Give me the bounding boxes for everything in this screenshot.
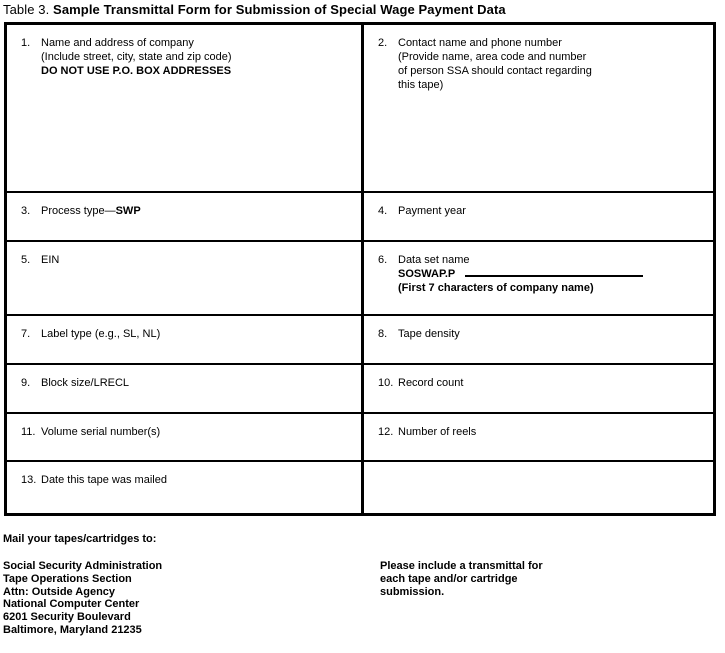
form-row-4: [7, 314, 713, 363]
form-cell-3: [7, 193, 361, 240]
cell-number: 9.: [21, 377, 31, 389]
transmittal-form-table: [4, 22, 716, 516]
form-row-7: [7, 460, 713, 513]
cell-label: Contact name and phone number: [398, 37, 562, 49]
note-line: each tape and/or cartridge: [380, 572, 518, 585]
table-title: [3, 2, 506, 17]
mailing-address: [3, 560, 162, 637]
address-line: Social Security Administration: [3, 560, 163, 572]
form-cell-7: [7, 316, 361, 363]
cell-number: 6.: [378, 254, 388, 266]
cell-number: 4.: [378, 205, 388, 217]
cell-sublabel: of person SSA should contact regarding: [398, 65, 592, 77]
cell-number: 10.: [378, 377, 394, 389]
form-cell-empty: [361, 462, 713, 513]
cell-number: 3.: [21, 205, 31, 217]
cell-sublabel: (Provide name, area code and number: [398, 51, 587, 63]
cell-label: Record count: [398, 377, 464, 389]
cell-number: 12.: [378, 426, 394, 438]
cell-label: Process type—: [41, 205, 116, 217]
cell-label-bold: SWP: [115, 205, 141, 217]
cell-label: Number of reels: [398, 426, 477, 438]
form-cell-8: [361, 316, 713, 363]
cell-label: Date this tape was mailed: [41, 474, 167, 486]
address-line: National Computer Center: [3, 598, 140, 611]
cell-number: 11.: [21, 426, 36, 438]
cell-label: Data set name: [398, 254, 470, 266]
cell-label: EIN: [41, 254, 60, 266]
cell-number: 5.: [21, 254, 31, 266]
form-cell-2: [361, 25, 713, 191]
mailing-instructions-heading: Mail your tapes/cartridges to:: [3, 533, 157, 545]
cell-caption: (First 7 characters of company name): [398, 282, 594, 294]
blank-fill-line: [465, 267, 643, 277]
form-row-5: [7, 363, 713, 412]
cell-number: 13.: [21, 474, 37, 486]
address-line: Attn: Outside Agency: [3, 585, 116, 598]
cell-warning: DO NOT USE P.O. BOX ADDRESSES: [41, 65, 232, 77]
note-line: submission.: [380, 585, 445, 598]
cell-label: Tape density: [398, 328, 460, 340]
cell-number: 1.: [21, 37, 31, 49]
form-row-3: [7, 240, 713, 314]
form-cell-1: [7, 25, 361, 191]
table-title-main: Sample Transmittal Form for Submission of Special Wage Payment Data: [53, 2, 506, 17]
cell-label: Name and address of company: [41, 37, 194, 49]
address-line: Baltimore, Maryland 21235: [3, 623, 142, 636]
cell-number: 8.: [378, 328, 388, 340]
cell-label: Volume serial number(s): [41, 426, 161, 438]
form-cell-5: [7, 242, 361, 314]
form-row-6: [7, 412, 713, 460]
cell-label: Payment year: [398, 205, 466, 217]
note-line: Please include a transmittal for: [380, 560, 543, 572]
table-title-prefix: Table 3.: [3, 2, 54, 17]
form-row-2: [7, 191, 713, 240]
form-row-1: [7, 25, 713, 191]
transmittal-note: [380, 560, 543, 598]
address-line: Tape Operations Section: [3, 572, 132, 585]
cell-number: 7.: [21, 328, 31, 340]
dataset-name: SOSWAP.P: [398, 268, 456, 280]
form-cell-9: [7, 365, 361, 412]
form-cell-11: [7, 414, 361, 460]
cell-label: Label type (e.g., SL, NL): [41, 328, 161, 340]
cell-sublabel: this tape): [398, 79, 444, 91]
cell-label: Block size/LRECL: [41, 377, 130, 389]
form-cell-4: [361, 193, 713, 240]
form-cell-12: [361, 414, 713, 460]
cell-number: 2.: [378, 37, 388, 49]
cell-sublabel: (Include street, city, state and zip code): [41, 51, 232, 63]
address-line: 6201 Security Boulevard: [3, 611, 131, 624]
form-cell-13: [7, 462, 361, 513]
form-cell-10: [361, 365, 713, 412]
form-cell-6: [361, 242, 713, 314]
